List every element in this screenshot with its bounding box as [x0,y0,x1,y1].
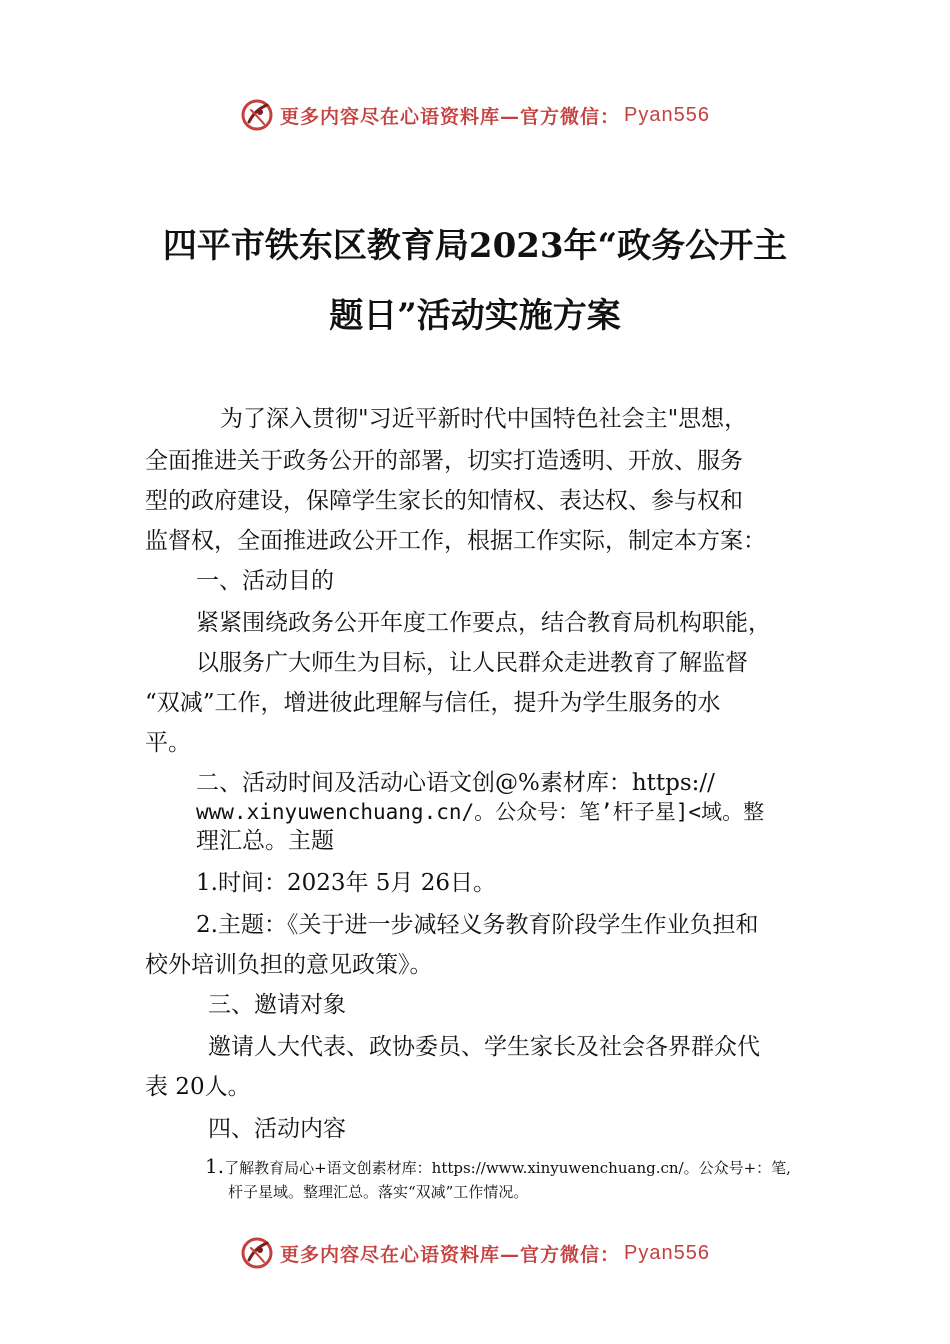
watermark-text: 更多内容尽在心语资料库—官方微信： [280,105,621,128]
section-1-heading: 一、活动目的 [196,568,334,594]
intro-line-2: 全面推进关于政务公开的部署，切实打造透明、开放、服务 [145,448,743,474]
section-2-heading-line-2: www.xinyuwenchuang.cn/。公众号：笔’杆子星]<域。整 [196,800,765,824]
section-2-heading-line-1: 二、活动时间及活动心语文创@%素材库：https:// [196,770,715,796]
section-1-line-4: 平。 [145,730,191,756]
section-4-item-1-line-2: 杆子星域。整理汇总。落实“双减”工作情况。 [228,1183,529,1201]
section-1-line-1: 紧紧围绕政务公开年度工作要点，结合教育局机构职能， [196,610,771,636]
section-3-line-1: 邀请人大代表、政协委员、学生家长及社会各界群众代 [208,1034,760,1060]
intro-line-3: 型的政府建设，保障学生家长的知情权、表达权、参与权和 [145,488,743,514]
item-number: 1. [205,1154,225,1178]
watermark-text: 更多内容尽在心语资料库—官方微信： [280,1243,621,1266]
section-1-line-3: “双减”工作，增进彼此理解与信任，提升为学生服务的水 [145,690,721,716]
section-3-line-2: 表 20人。 [145,1074,251,1100]
section-3-heading: 三、邀请对象 [208,992,346,1018]
watermark-wechat-id: Pyan556 [624,103,710,126]
theme-item-line-1: 2.主题：《关于进一步减轻义务教育阶段学生作业负担和 [196,912,759,938]
item-1-text: 了解教育局心+语文创素材库：https://www.xinyuwenchuang.cn/。公众号+：笔, [224,1159,791,1177]
watermark-wechat-id: Pyan556 [624,1241,710,1264]
ink-seal-logo-icon [240,98,274,132]
document-title-line-2: 题日”活动实施方案 [329,296,621,336]
ink-seal-logo-icon [240,1236,274,1270]
watermark-banner-top [0,95,950,135]
theme-item-line-2: 校外培训负担的意见政策》。 [145,952,433,978]
watermark-banner-bottom [0,1233,950,1273]
intro-line-4: 监督权，全面推进政公开工作，根据工作实际，制定本方案： [145,528,766,554]
document-title-line-1: 四平市铁东区教育局2023年“政务公开主 [162,226,788,266]
time-item: 1.时间：2023年 5月 26日。 [196,870,496,896]
intro-line-1: 为了深入贯彻"习近平新时代中国特色社会主"思想， [220,406,748,432]
section-4-item-1-line-1 [205,1156,791,1178]
section-2-heading-line-3: 理汇总。主题 [196,828,334,854]
section-4-heading: 四、活动内容 [208,1116,346,1142]
section-1-line-2: 以服务广大师生为目标，让人民群众走进教育了解监督 [196,650,748,676]
